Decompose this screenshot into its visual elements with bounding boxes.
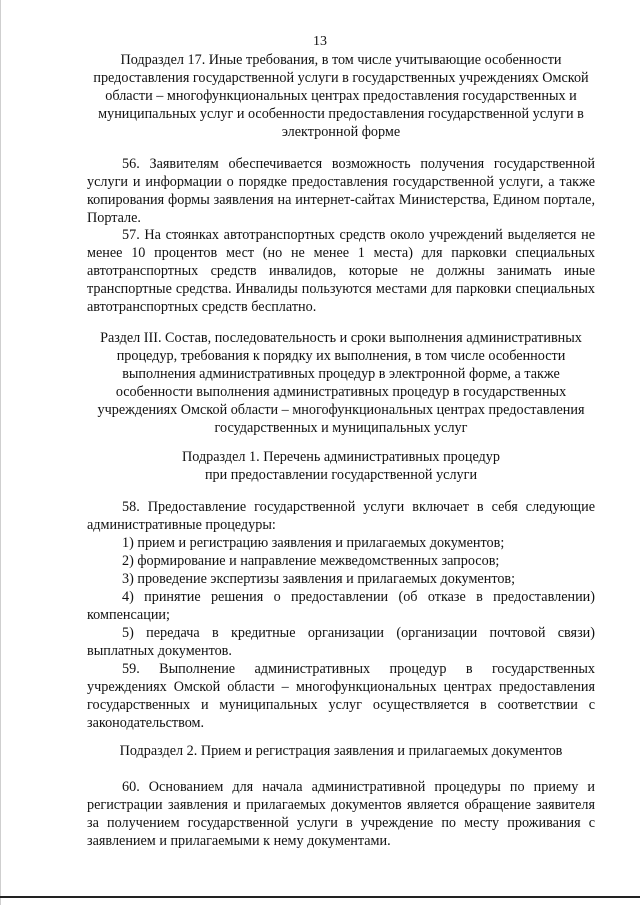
list-item: 1) прием и регистрацию заявления и прилагаемых документов; [122, 535, 505, 551]
subsection-17-title: Подраздел 17. Иные требования, в том числе учитывающие особенности предоставления государственной услуги в государственных учреждениях Омской области – многофункциональных центрах предоставления государственных и муниципальных услуг и особенности предоставления государственной услуги в электронной форме [93, 52, 589, 140]
page-bottom-border [0, 896, 640, 898]
paragraph-58: 58. Предоставление государственной услуги включает в себя следующие административные процедуры: [87, 499, 595, 533]
subsection-1-title-line-2: при предоставлении государственной услуги [204, 467, 478, 483]
page-number: 13 [313, 34, 327, 49]
paragraph-56: 56. Заявителям обеспечивается возможность получения государственной услуги и информации о порядке предоставления государственной услуги, а также копирования формы заявления на интернет-сайтах Министерства, Едином портале, Портале. [87, 156, 595, 226]
subsection-2-title: Подраздел 2. Прием и регистрация заявления и прилагаемых документов [119, 743, 563, 759]
subsection-1-title-line-1: Подраздел 1. Перечень административных процедур [182, 449, 500, 465]
list-item: 3) проведение экспертизы заявления и прилагаемых документов; [122, 571, 516, 587]
list-item: 2) формирование и направление межведомственных запросов; [122, 553, 500, 569]
list-item: 4) принятие решения о предоставлении (об отказе в предоставлении) компенсации; [87, 589, 595, 623]
paragraph-57: 57. На стоянках автотранспортных средств около учреждений выделяется не менее 10 процентов мест (но не менее 1 места) для парковки специальных автотранспортных средств инвалидов, которые не должны занимать иные транспортные средства. Инвалиды пользуются местами для парковки специальных автотранспортных средств бесплатно. [87, 227, 595, 315]
page-edge [0, 0, 1, 905]
section-3-title: Раздел III. Состав, последовательность и сроки выполнения административных процедур, требования к порядку их выполнения, в том числе особенности выполнения административных процедур в электронной форме, а также особенности выполнения административных процедур в государственных учреждениях Омской области – многофункциональных центрах предоставления государственных и муниципальных услуг [97, 330, 585, 436]
subsection-1-title [87, 448, 595, 484]
paragraph-59: 59. Выполнение административных процедур в государственных учреждениях Омской области – многофункциональных центрах предоставления государственных и муниципальных услуг осуществляется в соответствии с законодательством. [87, 661, 595, 731]
list-item: 5) передача в кредитные организации (организации почтовой связи) выплатных документов. [87, 625, 595, 659]
paragraph-60: 60. Основанием для начала административной процедуры по приему и регистрации заявления и прилагаемых документов является обращение заявителя за получением государственной услуги в учреждение по месту проживания с заявлением и прилагаемыми к нему документами. [87, 779, 595, 849]
procedures-list [87, 534, 595, 660]
